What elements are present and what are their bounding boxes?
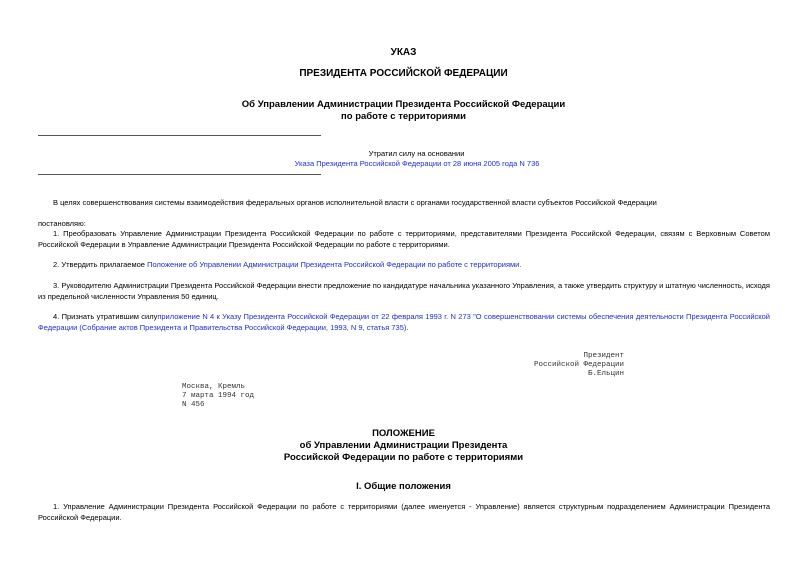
bottom-divider	[38, 174, 321, 175]
decree-subject-line2: по работе с территориями	[341, 111, 466, 122]
decree-item-4	[38, 311, 770, 333]
decree-subject-line1: Об Управлении Администрации Президента Российской Федерации	[241, 99, 566, 110]
regulation-link[interactable]: Положение об Управлении Администрации Президента Российской Федерации по работе с территориями.	[147, 260, 522, 269]
regulation-title: ПОЛОЖЕНИЕ	[372, 428, 435, 439]
decree-item-2-prefix: 2. Утвердить прилагаемое	[53, 260, 148, 269]
decree-item-3: 3. Руководителю Администрации Президента Российской Федерации внести предложение по кандидатуре начальника указанного Управления, а также утвердить структуру и штатную численность, исходя из предельной численности Управления 50 единиц.	[38, 281, 770, 301]
regulation-subtitle-line2: Российской Федерации по работе с территориями	[283, 452, 524, 463]
place: Москва, Кремль	[182, 383, 246, 391]
top-divider	[38, 135, 321, 136]
resolve-word: постановляю:	[38, 219, 86, 228]
section-1-title: I. Общие положения	[356, 481, 451, 492]
decree-item-2	[38, 259, 770, 270]
signature-name: Б.Ельцин	[587, 370, 624, 378]
signature-title: Президент	[583, 352, 624, 360]
decree-item-4-prefix: 4. Признать утратившим силу	[53, 312, 158, 321]
decree-number: N 456	[182, 401, 205, 409]
void-note: Утратил силу на основании	[368, 149, 465, 158]
place-date-block	[182, 383, 254, 410]
preamble: В целях совершенствования системы взаимодействия федеральных органов исполнительной власти с органами государственной власти субъектов Российской Федерации	[53, 198, 657, 207]
annex-link[interactable]: приложение N 4 к Указу Президента Российской Федерации от 22 февраля 1993 г. N 273 "О совершенствовании системы обеспечения деятельности Президента Российской Федерации (Собрание актов Президента и Правительства Российской Федерации, 1993, N 9, статья 735)	[38, 312, 770, 332]
regulation-heading	[0, 428, 807, 464]
void-link[interactable]: Указа Президента Российской Федерации от 28 июня 2005 года N 736	[294, 159, 540, 168]
regulation-item-1: 1. Управление Администрации Президента Российской Федерации по работе с территориями (далее именуется - Управление) является структурным подразделением Администрации Президента Российской Федерации.	[38, 502, 770, 522]
decree-item-1: 1. Преобразовать Управление Администрации Президента Российской Федерации по работе с территориями, представителями Президента Российской Федерации, связям с Верховным Советом Российской Федерации в Управление Администрации Президента Российской Федерации по работе с территориями.	[38, 229, 770, 249]
date: 7 марта 1994 год	[182, 392, 255, 400]
decree-item-4-suffix: .	[406, 323, 409, 332]
signature-block	[470, 352, 624, 379]
signature-country: Российской Федерации	[533, 361, 624, 369]
decree-title: УКАЗ	[390, 47, 417, 58]
regulation-subtitle-line1: об Управлении Администрации Президента	[299, 440, 508, 451]
decree-issuer: ПРЕЗИДЕНТА РОССИЙСКОЙ ФЕДЕРАЦИИ	[299, 68, 508, 79]
decree-subject	[0, 99, 807, 123]
